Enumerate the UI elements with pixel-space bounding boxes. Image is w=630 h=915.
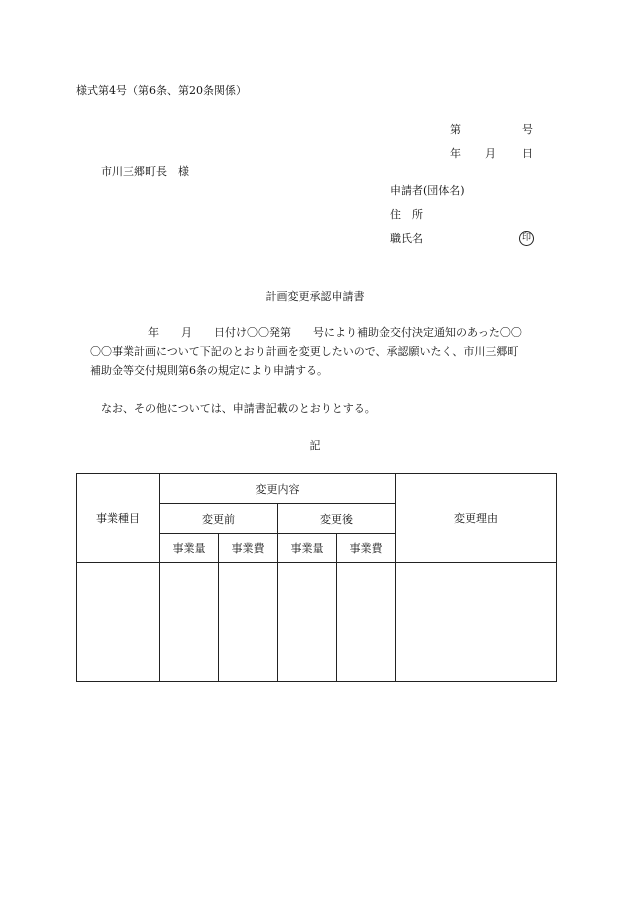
date-day: 日 (522, 147, 533, 160)
applicant-representative-label: 職氏名 (390, 232, 423, 245)
applicant-address-label: 住 所 (390, 208, 423, 221)
header-quantity-after: 事業量 (278, 534, 337, 563)
cell-business-type (77, 563, 160, 682)
table-row (77, 563, 557, 682)
header-business-type: 事業種目 (77, 474, 160, 563)
header-cost-after: 事業費 (337, 534, 396, 563)
doc-number-suffix: 号 (522, 123, 533, 136)
body-paragraph-1 (90, 323, 560, 380)
header-quantity-before: 事業量 (160, 534, 219, 563)
applicant-name-label: 申請者(団体名) (390, 184, 465, 197)
date-year: 年 (450, 147, 461, 160)
header-before: 変更前 (160, 504, 278, 534)
header-change-reason: 変更理由 (396, 474, 557, 563)
header-cost-before: 事業費 (219, 534, 278, 563)
cell-cost-before (219, 563, 278, 682)
body-paragraph-2: なお、その他については、申請書記載のとおりとする。 (101, 402, 376, 415)
date-month: 月 (485, 147, 496, 160)
document-title: 計画変更承認申請書 (265, 290, 365, 303)
cell-quantity-after (278, 563, 337, 682)
cell-quantity-before (160, 563, 219, 682)
body-line-2: 〇〇事業計画について下記のとおり計画を変更したいので、承認願いたく、市川三郷町 (90, 345, 519, 358)
seal-mark: 印 (519, 231, 534, 246)
form-number: 様式第4号（第6条、第20条関係） (76, 84, 247, 97)
body-line-3: 補助金等交付規則第6条の規定により申請する。 (90, 364, 328, 377)
cell-change-reason (396, 563, 557, 682)
cell-cost-after (337, 563, 396, 682)
addressee: 市川三郷町長 様 (101, 165, 189, 178)
change-table (76, 473, 557, 682)
ki-heading: 記 (309, 439, 321, 452)
body-line-1: 年 月 日付け〇〇発第 号により補助金交付決定通知のあった〇〇 (148, 326, 522, 339)
header-after: 変更後 (278, 504, 396, 534)
header-change-content: 変更内容 (160, 474, 396, 504)
doc-number-prefix: 第 (450, 123, 461, 136)
